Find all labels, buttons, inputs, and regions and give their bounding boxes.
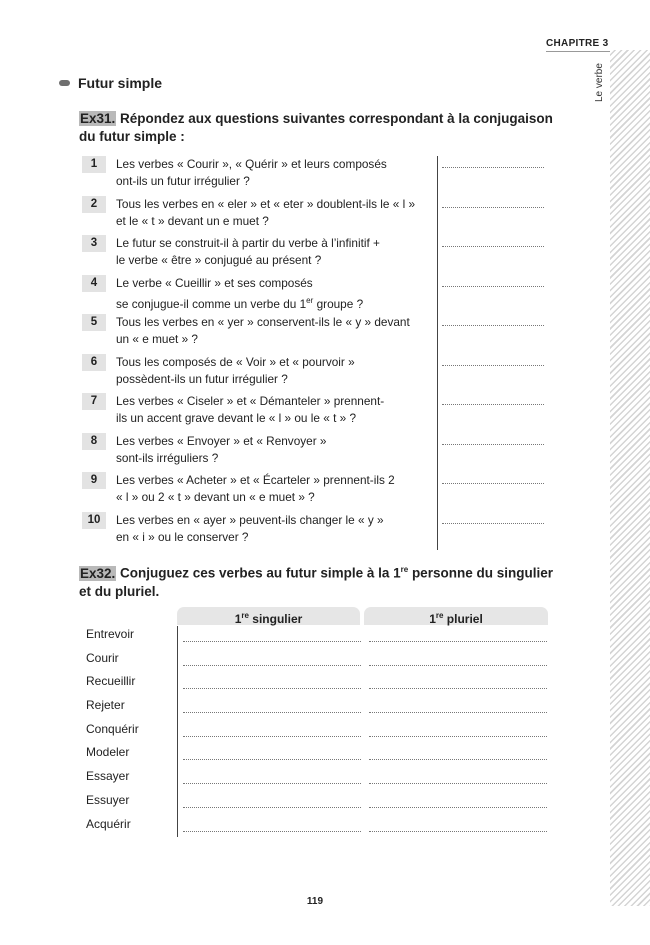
singular-answer-blank[interactable] (183, 806, 361, 808)
plural-answer-blank[interactable] (369, 806, 547, 808)
verb-label: Essuyer (86, 792, 130, 807)
question-text: Les verbes « Envoyer » et « Renvoyer » sont-ils irréguliers ? (116, 433, 327, 465)
col-header-singular-text: singulier (248, 612, 303, 626)
singular-answer-blank[interactable] (183, 664, 361, 666)
singular-answer-blank[interactable] (183, 711, 361, 713)
question-number: 3 (82, 235, 106, 252)
answer-blank[interactable] (442, 522, 544, 524)
plural-answer-blank[interactable] (369, 711, 547, 713)
side-hatch-stripe (610, 50, 650, 906)
singular-answer-blank[interactable] (183, 687, 361, 689)
question-number: 7 (82, 393, 106, 410)
answer-blank[interactable] (442, 285, 544, 287)
side-label: Le verbe (594, 63, 605, 103)
question-number: 10 (82, 512, 106, 529)
question-text: Tous les composés de « Voir » et « pourvoir » possèdent-ils un futur irrégulier ? (116, 354, 355, 386)
col-header-plural (364, 607, 548, 625)
question-row (82, 154, 552, 194)
answer-blank[interactable] (442, 324, 544, 326)
verb-row (86, 626, 556, 650)
col-header-singular-sup: re (241, 611, 249, 620)
verb-label: Acquérir (86, 816, 131, 831)
page-number: 119 (306, 896, 324, 907)
bullet-icon (59, 80, 70, 86)
question-number: 1 (82, 156, 106, 173)
question-text: Le verbe « Cueillir » et ses composés se conjugue-il comme un verbe du 1er groupe ? (116, 275, 364, 311)
verb-row (86, 721, 556, 745)
ex31-heading (79, 110, 559, 146)
col-header-plural-base: 1 (429, 612, 436, 626)
verb-row (86, 768, 556, 792)
plural-answer-blank[interactable] (369, 687, 547, 689)
answer-blank[interactable] (442, 245, 544, 247)
ex32-heading (79, 561, 559, 601)
ex31-instruction: Répondez aux questions suivantes correspondant à la conjugaison du futur simple : (79, 111, 553, 144)
answer-blank[interactable] (442, 482, 544, 484)
question-text: Les verbes en « ayer » peuvent-ils changer le « y » en « i » ou le conserver ? (116, 512, 384, 544)
question-text: Le futur se construit-il à partir du verbe à l’infinitif + le verbe « être » conjugué au présent ? (116, 236, 380, 267)
section-title (59, 75, 162, 91)
verb-label: Rejeter (86, 698, 125, 713)
section-title-text: Futur simple (78, 75, 163, 91)
col-header-singular (177, 607, 360, 625)
answer-blank[interactable] (442, 364, 544, 366)
question-number: 2 (82, 196, 106, 213)
plural-answer-blank[interactable] (369, 758, 547, 760)
question-number: 6 (82, 354, 106, 371)
question-number: 4 (82, 275, 106, 292)
question-row (82, 352, 552, 392)
verb-row (86, 816, 556, 840)
question-row (82, 391, 552, 431)
chapter-label: CHAPITRE 3 (546, 38, 609, 49)
singular-answer-blank[interactable] (183, 735, 361, 737)
ex32-instruction-1: Conjuguez ces verbes au futur simple à la 1 (116, 565, 401, 581)
ex31-number: Ex31. (80, 111, 116, 126)
answer-blank[interactable] (442, 206, 544, 208)
verb-label: Entrevoir (86, 627, 135, 641)
ex31-column-divider (437, 156, 438, 550)
plural-answer-blank[interactable] (369, 782, 547, 784)
question-number: 9 (82, 472, 106, 489)
ex32-number: Ex32. (80, 565, 116, 581)
question-row (82, 470, 552, 510)
verb-label: Modeler (86, 745, 130, 760)
verb-label: Conquérir (86, 721, 139, 736)
ex32-instruction-sup: re (400, 565, 409, 574)
question-number: 8 (82, 433, 106, 450)
col-header-singular-base: 1 (234, 612, 242, 626)
singular-answer-blank[interactable] (183, 758, 361, 760)
chapter-rule (546, 51, 610, 52)
answer-blank[interactable] (442, 403, 544, 405)
verb-row (86, 650, 556, 674)
plural-answer-blank[interactable] (369, 664, 547, 666)
question-text: Les verbes « Courir », « Quérir » et leurs composés ont-ils un futur irrégulier ? (116, 157, 387, 188)
question-text: Les verbes « Ciseler » et « Démanteler » prennent- ils un accent grave devant le « l » ou le « t » ? (116, 394, 385, 425)
question-row (82, 431, 552, 471)
verb-row (86, 792, 556, 816)
ex32-instruction-2: personne du singulier et du pluriel. (79, 565, 553, 599)
question-row (82, 233, 552, 273)
plural-answer-blank[interactable] (369, 640, 547, 642)
verb-row (86, 744, 556, 768)
singular-answer-blank[interactable] (183, 830, 361, 832)
plural-answer-blank[interactable] (369, 735, 547, 737)
verb-row (86, 673, 556, 697)
question-number: 5 (82, 314, 106, 331)
verb-label: Recueillir (86, 674, 136, 689)
question-text: Les verbes « Acheter » et « Écarteler » prennent-ils 2 « l » ou 2 « t » devant un « e muet » ? (116, 473, 395, 504)
col-header-plural-sup: re (435, 611, 444, 620)
answer-blank[interactable] (442, 166, 544, 168)
verb-row (86, 697, 556, 721)
verb-label: Essayer (86, 769, 130, 784)
question-row (82, 312, 552, 352)
answer-blank[interactable] (442, 443, 544, 445)
ex31-question-list (82, 154, 552, 549)
question-row (82, 510, 552, 550)
question-row (82, 194, 552, 234)
col-header-plural-text: pluriel (443, 612, 483, 626)
question-text: Tous les verbes en « eler » et « eter » doublent-ils le « l » et le « t » devant un e muet ? (116, 196, 416, 228)
singular-answer-blank[interactable] (183, 640, 361, 642)
verb-label: Courir (86, 650, 119, 665)
ex32-column-divider (177, 626, 178, 837)
question-text: Tous les verbes en « yer » conservent-ils le « y » devant un « e muet » ? (116, 315, 410, 346)
plural-answer-blank[interactable] (369, 830, 547, 832)
ex32-verb-table (86, 626, 556, 839)
question-row (82, 273, 552, 313)
singular-answer-blank[interactable] (183, 782, 361, 784)
